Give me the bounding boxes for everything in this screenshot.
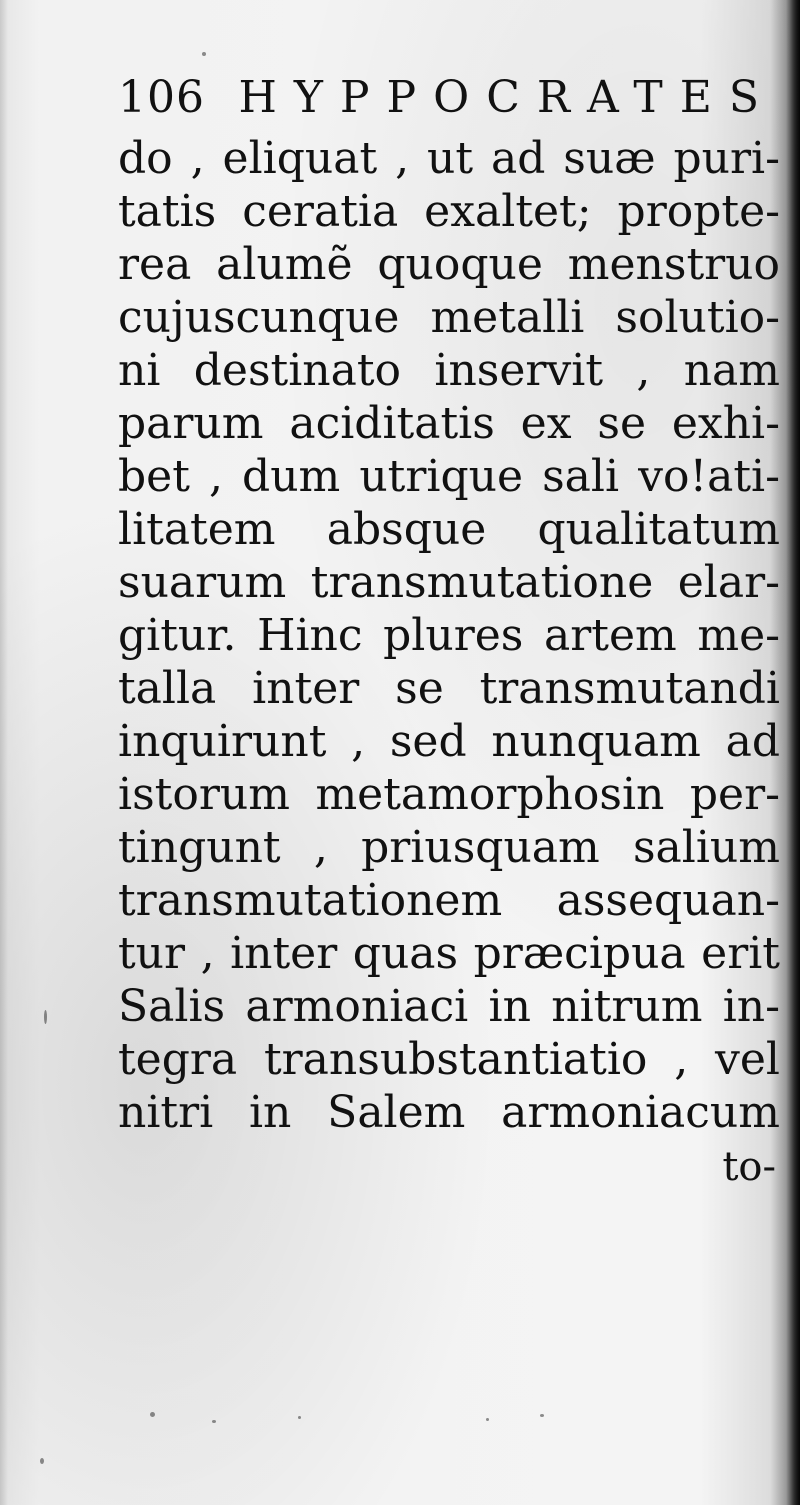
text-line: Salis armoniaci in nitrum in-: [118, 981, 780, 1032]
text-line: tingunt , priusquam salium: [118, 822, 780, 873]
text-line: tur , inter quas præcipua erit: [118, 928, 780, 979]
binding-shadow: [786, 0, 800, 1505]
page-number: 106: [118, 72, 205, 123]
paper-speck: [298, 1416, 301, 1419]
text-line: inquirunt , sed nunquam ad: [118, 716, 780, 767]
text-line: istorum metamorphosin per-: [118, 769, 780, 820]
text-line: nitri in Salem armoniacum: [118, 1087, 780, 1138]
catchword: to-: [722, 1144, 776, 1190]
paper-speck: [40, 1458, 44, 1464]
text-line: rea alumẽ quoque menstruo: [118, 239, 780, 290]
page-text-block: [118, 64, 780, 1194]
page-header: [118, 64, 780, 132]
text-line: ni destinato inservit , nam: [118, 345, 780, 396]
text-line: gitur. Hinc plures artem me-: [118, 610, 780, 661]
paper-speck: [212, 1420, 216, 1423]
text-line: suarum transmutatione elar-: [118, 557, 780, 608]
text-line: talla inter se transmutandi: [118, 663, 780, 714]
paper-speck: [150, 1412, 155, 1417]
paper-speck: [540, 1414, 544, 1417]
text-line: litatem absque qualitatum: [118, 504, 780, 555]
text-line: do , eliquat , ut ad suæ puri-: [118, 133, 780, 184]
paper-speck: [202, 52, 206, 56]
text-line: tegra transubstantiatio , vel: [118, 1034, 780, 1085]
text-line: transmutationem assequan-: [118, 875, 780, 926]
running-head: HYPPOCRATES: [238, 72, 776, 123]
text-line: cujuscunque metalli solutio-: [118, 292, 780, 343]
text-line: tatis ceratia exaltet; propte-: [118, 186, 780, 237]
paper-speck: [44, 1010, 47, 1024]
text-line: bet , dum utrique sali vo!ati-: [118, 451, 780, 502]
text-line: parum aciditatis ex se exhi-: [118, 398, 780, 449]
paper-speck: [486, 1418, 489, 1421]
